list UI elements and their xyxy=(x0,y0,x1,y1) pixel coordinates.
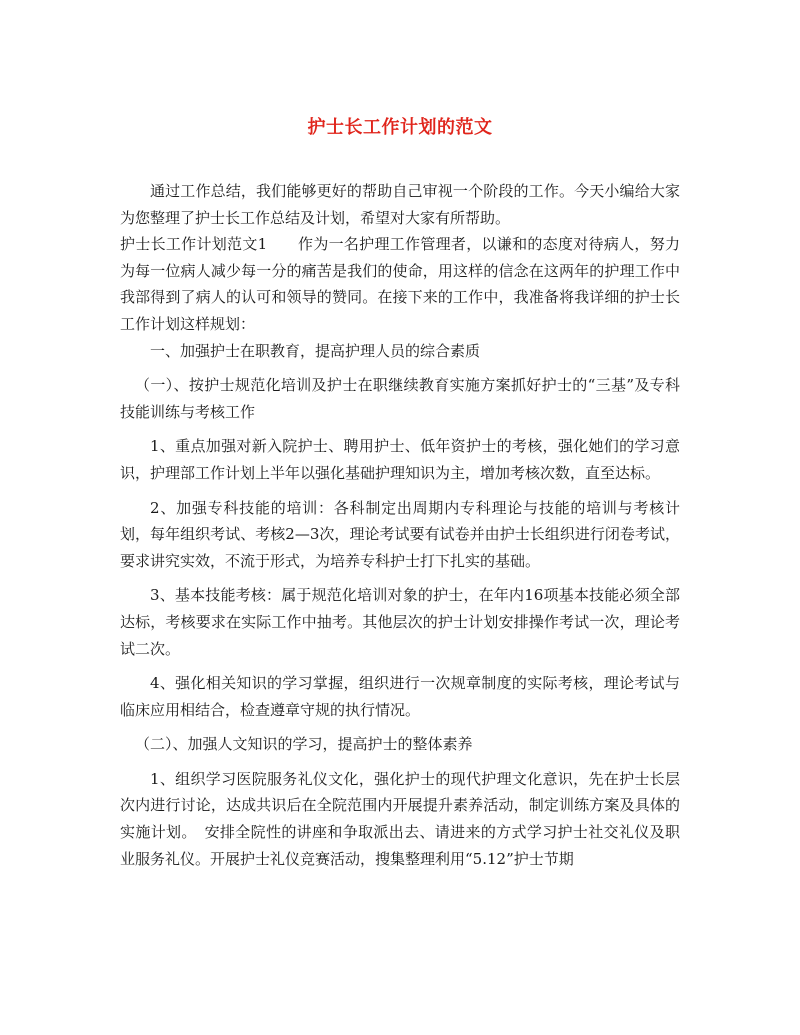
document-title: 护士长工作计划的范文 xyxy=(307,117,493,138)
list-item-2: 2、加强专科技能的培训：各科制定出周期内专科理论与技能的培训与考核计划，每年组织考试、考核2—3次，理论考试要有试卷并由护士长组织进行闭卷考试，要求讲究实效，不流于形式，为培养专科护士打下扎实的基础。 xyxy=(120,498,680,570)
subsection-heading-1: （一）、按护士规范化培训及护士在职继续教育实施方案抓好护士的“三基”及专科技能训练与考核工作 xyxy=(120,376,680,421)
intro-paragraph: 通过工作总结，我们能够更好的帮助自己审视一个阶段的工作。今天小编给大家为您整理了护士长工作总结及计划，希望对大家有所帮助。 xyxy=(120,182,680,227)
sample-paragraph-1: 护士长工作计划范文1 作为一名护理工作管理者，以谦和的态度对待病人，努力为每一位病人减少每一分的痛苦是我们的使命，用这样的信念在这两年的护理工作中我部得到了病人的认可和领导的赞同。在接下来的工作中，我准备将我详细的护士长工作计划这样规划： xyxy=(120,235,680,333)
list-item-1: 1、重点加强对新入院护士、聘用护士、低年资护士的考核，强化她们的学习意识，护理部工作计划上半年以强化基础护理知识为主，增加考核次数，直至达标。 xyxy=(120,437,680,482)
subsection-heading-2: （二）、加强人文知识的学习，提高护士的整体素养 xyxy=(135,735,473,754)
document-body xyxy=(120,178,680,872)
list-item-3: 3、基本技能考核：属于规范化培训对象的护士，在年内16项基本技能必须全部达标，考核要求在实际工作中抽考。其他层次的护士计划安排操作考试一次，理论考试二次。 xyxy=(120,586,680,658)
list-item-5: 1、组织学习医院服务礼仪文化，强化护士的现代护理文化意识，先在护士长层次内进行讨论，达成共识后在全院范围内开展提升素养活动，制定训练方案及具体的实施计划。 安排全院性的讲座和争取派出去、请进来的方式学习护士社交礼仪及职业服务礼仪。开展护士礼仪竞赛活动，搜集整理利用“5.12”护士节期 xyxy=(120,769,680,868)
section-heading-1: 一、加强护士在职教育，提高护理人员的综合素质 xyxy=(150,341,481,360)
list-item-4: 4、强化相关知识的学习掌握，组织进行一次规章制度的实际考核，理论考试与临床应用相结合，检查遵章守规的执行情况。 xyxy=(120,674,680,719)
